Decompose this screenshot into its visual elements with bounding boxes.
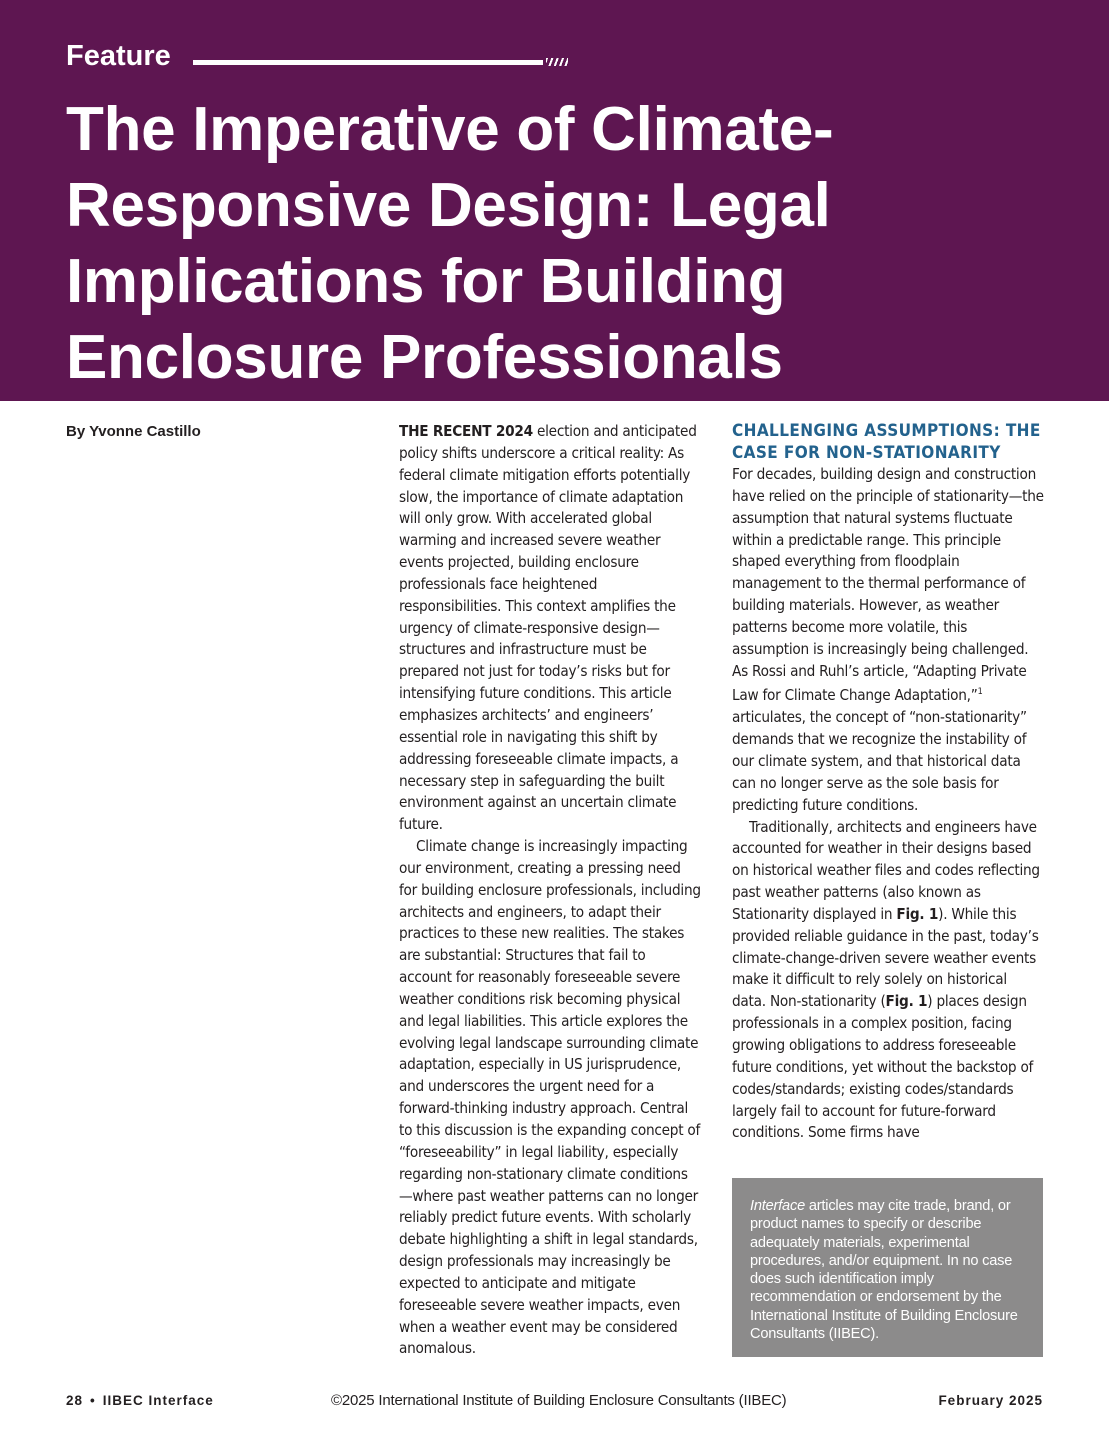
footer-copyright: ©2025 International Institute of Building Enclosure Consultants (IIBEC) [331, 1392, 787, 1409]
paragraph-climate-change: Climate change is increasingly impacting our environment, creating a pressing need for building enclosure professionals, including architects and engineers, to adapt their practices to these new realities. The stakes are substantial: Structures that fail to account for reasonably foreseeable severe weather conditions risk becoming physical and legal liabilities. This article explores the evolving legal landscape surrounding climate adaptation, especially in US jurisprudence, and underscores the urgent need for a forward-thinking industry approach. Central to this discussion is the expanding concept of “foreseeability” in legal liability, especially regarding non-stationary climate conditions—where past weather patterns can no longer reliably predict future events. With scholarly debate highlighting a shift in legal standards, design professionals may increasingly be expected to anticipate and mitigate foreseeable severe weather impacts, even when a weather event may be considered anomalous. [399, 837, 701, 1358]
traditional-text-c: ) places design professionals in a complex position, facing growing obligations to address foreseeable future conditions, yet without the backstop of codes/standards; existing codes/standards largely fail to account for future-forward conditions. Some firms have [732, 992, 1034, 1142]
author-byline: By Yvonne Castillo [66, 423, 201, 440]
paragraph-traditionally [732, 817, 1044, 1145]
title-banner [0, 0, 1109, 401]
disclaimer-text: articles may cite trade, brand, or product names to specify or describe adequately materials, experimental procedures, and/or equipment. In no case does such identification imply recommendation or endorsement by the International Institute of Building Enclosure Consultants (IIBEC). [750, 1198, 1018, 1343]
page-number: 28 [66, 1393, 84, 1408]
traditional-text-b: ). While this provided reliable guidance in the past, today’s climate-change-driven severe weather events make it difficult to rely solely on historical data. Non-stationarity ( [732, 904, 1039, 1011]
publication-title: IIBEC Interface [102, 1393, 214, 1408]
footer-issue-date: February 2025 [938, 1393, 1043, 1408]
publication-name: Interface [750, 1198, 805, 1214]
paragraph-intro [399, 421, 701, 836]
footnote-ref: 1 [977, 687, 983, 698]
section-kicker: Feature [66, 40, 171, 72]
figure-reference[interactable]: Fig. 1 [896, 904, 939, 923]
body-column-1 [399, 421, 701, 1360]
kicker-hatch-mark [546, 58, 568, 66]
intro-text: election and anticipated policy shifts underscore a critical reality: As federal climate mitigation efforts potentially slow, the importance of climate adaptation will only grow. With accelerated global warming and increased severe weather events projected, building enclosure professionals face heightened responsibilities. This context amplifies the urgency of climate-responsive design—structures and infrastructure must be prepared not just for today’s risks but for intensifying future conditions. This article emphasizes architects’ and engineers’ essential role in navigating this shift by addressing foreseeable climate impacts, a necessary step in safeguarding the built environment against an uncertain climate future. [399, 422, 697, 834]
disclaimer-box [732, 1178, 1043, 1357]
paragraph-stationarity [732, 464, 1044, 817]
body-column-2 [732, 421, 1044, 1144]
kicker-rule [193, 60, 543, 65]
traditional-text-a: Traditionally, architects and engineers have accounted for weather in their designs based on historical weather files and codes reflecting past weather patterns (also known as Stationarity displayed in [732, 817, 1040, 923]
bullet-separator: • [90, 1393, 96, 1408]
section-heading: CHALLENGING ASSUMPTIONS: THE CASE FOR NON-STATIONARITY [732, 421, 1041, 463]
stationarity-text-end: articulates, the concept of “non-stationarity” demands that we recognize the instability of our climate system, and that historical data can no longer serve as the sole basis for predicting future conditions. [732, 708, 1027, 814]
footer-page-info [66, 1390, 214, 1412]
article-title: The Imperative of Climate-Responsive Design: Legal Implications for Building Enclosure Professionals [66, 95, 834, 392]
lead-in: THE RECENT 2024 [399, 422, 533, 440]
stationarity-text: For decades, building design and construction have relied on the principle of stationarity—the assumption that natural systems fluctuate within a predictable range. This principle shaped everything from floodplain management to the thermal performance of building materials. However, as weather patterns become more volatile, this assumption is increasingly being challenged. As Rossi and Ruhl’s article, “Adapting Private Law for Climate Change Adaptation,” [732, 465, 1044, 705]
figure-reference[interactable]: Fig. 1 [885, 992, 928, 1011]
